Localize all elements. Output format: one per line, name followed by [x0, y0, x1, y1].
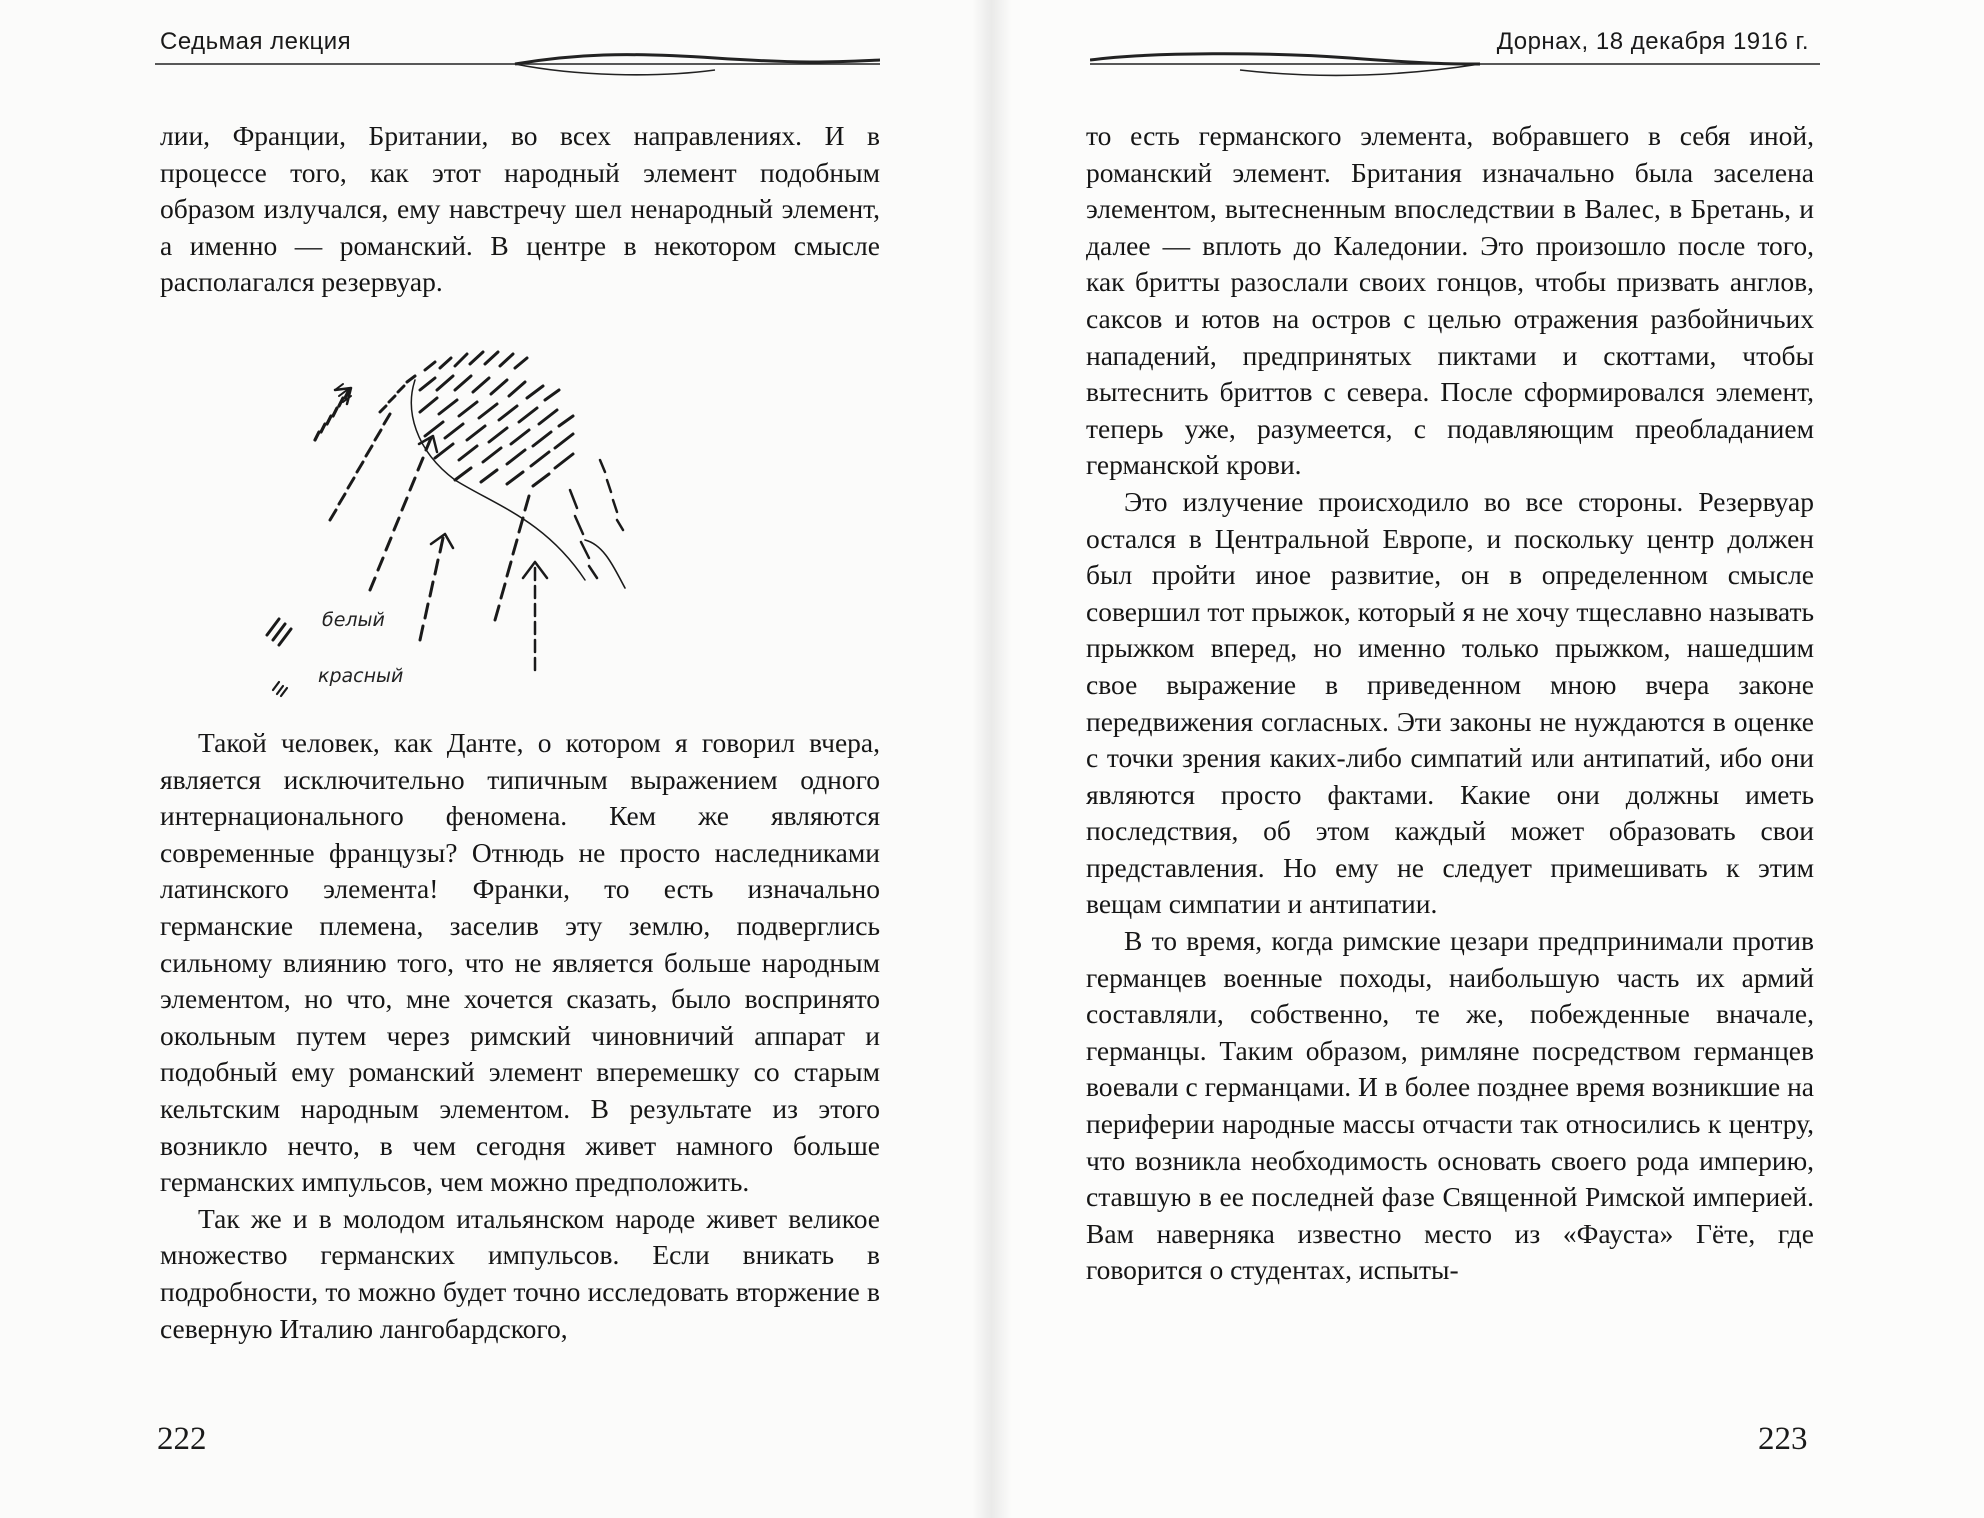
legend-swatch-white	[267, 619, 291, 645]
arrow-white-2	[380, 376, 415, 412]
right-text	[1086, 118, 1814, 1289]
reservoir-hatching	[411, 352, 585, 580]
arrow-white-5	[420, 534, 453, 640]
arrow-white-6	[495, 496, 529, 620]
paragraph: то есть германского элемента, вобравшего в себя иной, романский элемент. Британия изначально была заселена элементом, вытесненным впоследствии в Валес, в Бретань, и далее — вплоть до Каледонии. Это произошло после того, как бритты разослали своих гонцов, чтобы призвать англов, саксов и ютов на остров с целью отражения разбойничьих нападений, предпринятых пиктами и скоттами, чтобы вытеснить бриттов с севера. После сформировался элемент, теперь уже, разумеется, с подавляющим преобладанием германской крови.	[1086, 120, 1814, 481]
right-page	[992, 0, 1984, 1518]
header-rule-left	[155, 48, 880, 88]
arrow-white-4	[370, 436, 437, 590]
arrow-red-2	[523, 562, 547, 670]
paragraph: лии, Франции, Британии, во всех направлениях. И в процессе того, как этот народный элемент подобным образом излучался, ему навстречу шел ненародный элемент, а именно — романский. В центре в некотором смысле располагался резервуар.	[160, 120, 880, 298]
legend-red-label: красный	[318, 665, 404, 687]
legend-white-label: белый	[322, 609, 385, 631]
paragraph: В то время, когда римские цезари предпринимали против германцев военные походы, наибольшую часть их армий составляли, собственно, те же, побежденные вначале, германцы. Таким образом, римляне посредством германцев воевали с германцами. И в более позднее время возникшие на периферии народные массы отчасти так относились к центру, что возникла необходимость основать своего рода империю, ставшую в ее последней фазе Священной Римской империей. Вам наверняка известно место из «Фауста» Гёте, где говорится о студентах, испыты-	[1086, 925, 1814, 1286]
arrow-white-1	[315, 388, 351, 440]
paragraph: Это излучение происходило во все стороны. Резервуар остался в Центральной Европе, и поскольку центр должен был пройти иное развитие, он в определенном смысле совершил тот прыжок, который я не хочу тщеславно называть прыжком вперед, но именно только прыжком, нашедшим свое выражение в приведенном мною вчера законе передвижения согласных. Эти законы не нуждаются в оценке с точки зрения каких-либо симпатий или антипатий, ибо они являются просто фактами. Какие они должны иметь последствия, об этом каждый может образовать свои представления. Но ему не следует примешивать к этим вещам симпатии и антипатии.	[1086, 485, 1814, 920]
left-text-top	[160, 118, 880, 301]
page-number-left: 222	[157, 1421, 207, 1457]
paragraph: Такой человек, как Данте, о котором я говорил вчера, является исключительно типичным выражением одного интернационального феномена. Кем же являются современные французы? Отнюдь не просто наследниками латинского элемента! Франки, то есть изначально германские племена, заселив эту землю, подверглись сильному влиянию того, что не является больше народным элементом, но что, мне хочется сказать, было воспринято окольным путем через римский чиновничий аппарат и подобный ему романский элемент вперемешку со старым кельтским народным элементом. В результате из этого возникло нечто, в чем сегодня живет намного больше германских импульсов, чем можно предположить.	[160, 727, 880, 1198]
arrow-red-4	[600, 460, 623, 530]
paragraph: Так же и в молодом итальянском народе живет великое множество германских импульсов. Если вникать в подробности, то можно будет точно исследовать вторжение в северную Италию лангобардского,	[160, 1202, 880, 1344]
legend-swatch-red	[273, 682, 287, 696]
left-text-bottom	[160, 725, 880, 1347]
migration-sketch	[255, 340, 795, 700]
running-head-right: Дорнах, 18 декабря 1916 г.	[1496, 28, 1809, 55]
book-gutter	[972, 0, 1012, 1518]
running-head-left: Седьмая лекция	[160, 28, 352, 55]
arrow-white-3	[330, 414, 390, 520]
page-number-right: 223	[1758, 1421, 1808, 1457]
